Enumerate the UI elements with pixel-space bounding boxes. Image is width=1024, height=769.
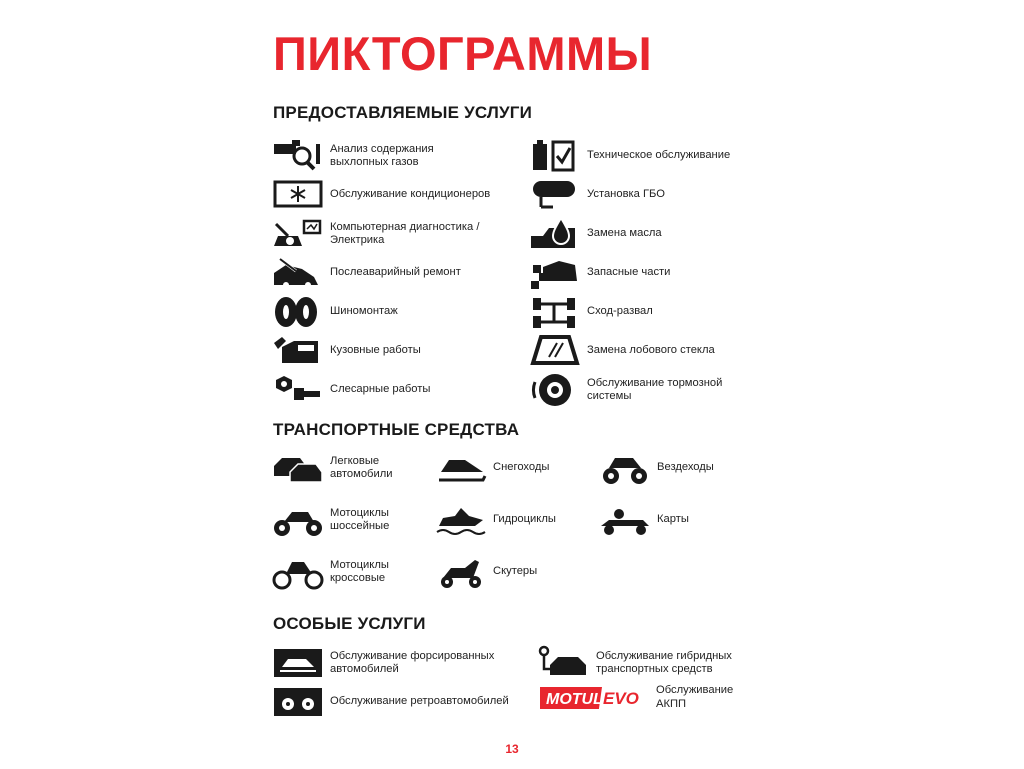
kart-icon [599, 502, 651, 538]
maintenance-icon [529, 138, 581, 174]
page-title: ПИКТОГРАММЫ [273, 27, 653, 80]
vehicle-item [435, 554, 537, 590]
computer-diagnostics-icon [272, 216, 324, 252]
service-item [272, 333, 421, 369]
gas-cylinder-icon [529, 177, 581, 213]
atv-icon [599, 450, 651, 486]
service-label: Шиномонтаж [330, 305, 398, 318]
special-label: Обслуживание форсированных автомобилей [330, 649, 495, 675]
service-item [272, 216, 480, 252]
service-label: Анализ содержания выхлопных газов [330, 142, 434, 168]
hybrid-car-icon [538, 645, 590, 681]
exhaust-analysis-icon [272, 138, 324, 174]
wheel-alignment-icon [529, 294, 581, 330]
service-label: Замена масла [587, 227, 662, 240]
vehicle-label: Снегоходы [493, 461, 550, 474]
service-label: Запасные части [587, 266, 671, 279]
special-label: Обслуживание АКПП [656, 684, 734, 710]
section-heading-services: ПРЕДОСТАВЛЯЕМЫЕ УСЛУГИ [273, 103, 533, 122]
snowmobile-icon [435, 450, 487, 486]
service-label: Сход-развал [587, 305, 653, 318]
retro-car-icon [272, 684, 324, 720]
vehicle-item [599, 502, 689, 538]
oil-drop-icon [529, 216, 581, 252]
vehicle-item [599, 450, 714, 486]
tuned-car-icon [272, 645, 324, 681]
vehicle-item [435, 450, 549, 486]
vehicle-item [272, 450, 393, 486]
page-number: 13 [505, 742, 519, 756]
vehicle-label: Вездеходы [657, 461, 714, 474]
special-item [538, 645, 732, 681]
service-label: Кузовные работы [330, 344, 421, 357]
service-item [272, 294, 398, 330]
service-item [529, 216, 662, 252]
vehicle-label: Гидроциклы [493, 513, 556, 526]
service-label: Техническое обслуживание [587, 149, 731, 162]
vehicle-label: Легковые автомобили [330, 454, 393, 480]
brake-disc-icon [529, 372, 581, 408]
service-item [529, 138, 730, 174]
service-item [529, 294, 653, 330]
vehicle-label: Мотоциклы кроссовые [330, 558, 389, 584]
vehicle-label: Карты [657, 513, 689, 526]
jet-ski-icon [435, 502, 487, 538]
air-conditioner-icon [272, 177, 324, 213]
nut-bolt-icon [272, 372, 324, 408]
service-item [529, 333, 715, 369]
service-item [529, 372, 722, 408]
scooter-icon [435, 554, 487, 590]
service-label: Обслуживание тормозной системы [587, 376, 723, 402]
section-heading-special: ОСОБЫЕ УСЛУГИ [273, 614, 426, 633]
spare-parts-icon [529, 255, 581, 291]
windshield-icon [529, 333, 581, 369]
service-item [272, 138, 434, 174]
service-item [272, 177, 490, 213]
service-label: Послеаварийный ремонт [330, 266, 461, 279]
motul-evo-logo [540, 687, 654, 709]
vehicle-item [435, 502, 556, 538]
service-label: Компьютерная диагностика / Электрика [330, 220, 480, 246]
road-motorcycle-icon [272, 502, 324, 538]
service-label: Слесарные работы [330, 383, 431, 396]
special-item [272, 645, 494, 681]
motocross-icon [272, 554, 324, 590]
vehicle-label: Мотоциклы шоссейные [330, 506, 390, 532]
service-item [529, 255, 670, 291]
logo-text-evo: EVO [603, 688, 639, 708]
section-heading-vehicles: ТРАНСПОРТНЫЕ СРЕДСТВА [273, 420, 520, 439]
cars-icon [272, 450, 324, 486]
service-label: Обслуживание кондиционеров [330, 188, 491, 201]
logo-text-motul: MOTUL [546, 690, 603, 708]
special-label: Обслуживание ретроавтомобилей [330, 695, 509, 708]
vehicle-label: Скутеры [493, 565, 538, 578]
special-item [540, 684, 733, 711]
vehicle-item [272, 502, 389, 538]
service-label: Замена лобового стекла [587, 344, 715, 357]
service-item [529, 177, 665, 213]
special-item [272, 684, 509, 720]
service-item [272, 255, 461, 291]
body-work-icon [272, 333, 324, 369]
accident-repair-icon [272, 255, 324, 291]
special-label: Обслуживание гибридных транспортных средств [596, 649, 732, 675]
service-label: Установка ГБО [587, 188, 665, 201]
tire-service-icon [272, 294, 324, 330]
vehicle-item [272, 554, 389, 590]
service-item [272, 372, 430, 408]
